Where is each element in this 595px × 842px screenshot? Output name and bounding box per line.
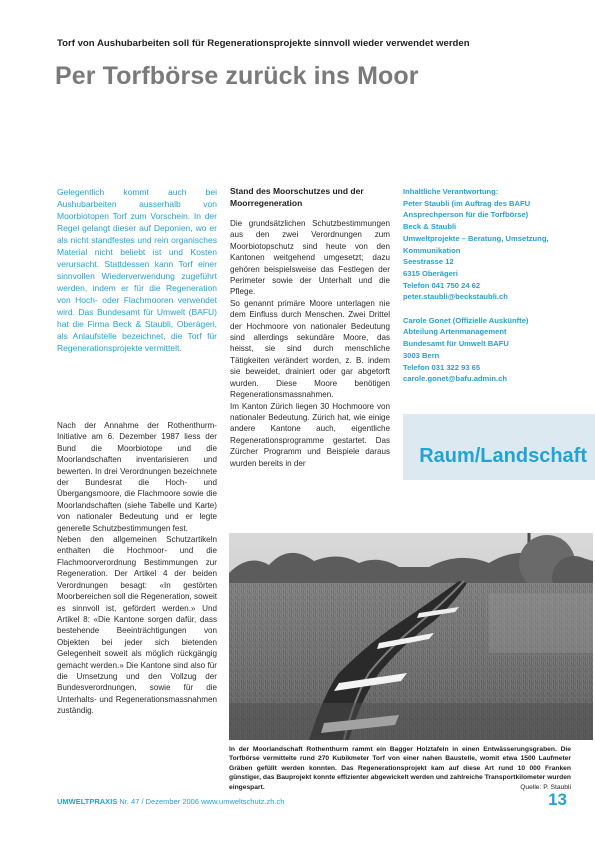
contact-line: Telefon 031 322 93 65	[403, 362, 481, 372]
body-paragraph: Im Kanton Zürich liegen 30 Hochmoore von nationaler Bedeutung. Zürich hat, wie einige andere Kantone auch, eigentliche Regenerationsprogramme gestartet. Das Zürcher Programm und Beispiele daraus wurden bereits in der	[230, 401, 390, 468]
photo-caption	[229, 745, 571, 792]
page-number: 13	[548, 790, 567, 809]
contact-line: 6315 Oberägeri	[403, 268, 458, 278]
contact-email-link[interactable]: peter.staubli@beckstaubli.ch	[403, 292, 508, 302]
contact-line: Peter Staubli (im Auftrag des BAFU	[403, 198, 531, 208]
body-column-2	[230, 186, 390, 469]
section-banner-label: Raum/Landschaft	[419, 445, 587, 467]
footer-brand: UMWELTPRAXIS	[57, 797, 118, 806]
contact-line: Beck & Staubli	[403, 222, 457, 232]
lead-paragraph: Gelegentlich kommt auch bei Aushubarbeiten ausserhalb von Moorbiotopen Torf zum Vorschein. In der Regel gelangt dieser auf Deponien, wo er als nicht standfestes und rein organisches Material nicht beliebt ist und Kosten verursacht. Stattdessen kann Torf einer sinnvollen Wiederverwendung zugeführt werden, indem er für die Regeneration von Hoch- oder Flachmooren verwendet wird. Das Bundesamt für Umwelt (BAFU) hat die Firma Beck & Staubli, Oberägeri, als Anlaufstelle bezeichnet, die Torf für Regenerationsprojekte vermittelt.	[57, 187, 217, 353]
contact-line: Carole Gonet (Offizielle Auskünfte)	[403, 315, 529, 325]
moor-photo	[229, 533, 593, 740]
contact-line: Kommunikation	[403, 245, 461, 255]
article-kicker: Torf von Aushubarbeiten soll für Regenerationsprojekte sinnvoll wieder verwendet werden	[57, 38, 470, 49]
body-paragraph: So genannt primäre Moore unterlagen nie dem Einfluss durch Menschen. Zwei Drittel der Hochmoore von nationaler Bedeutung sind allerdings sekundäre Moore, das heisst, sie sind durch menschliche Tätigkeiten verändert worden, z. B. indem sie beweidet, drainiert oder gar abgetorft wurden. Diese Moore benötigen Regenerationsmassnahmen.	[230, 298, 390, 400]
contact-email-link[interactable]: carole.gonet@bafu.admin.ch	[403, 374, 508, 384]
contact-line: Telefon 041 750 24 62	[403, 280, 481, 290]
contact-line: Umweltprojekte – Beratung, Umsetzung,	[403, 233, 549, 243]
section-banner	[403, 414, 595, 480]
body-paragraph: Neben den allgemeinen Schutzartikeln enthalten die Hochmoor- und die Flachmoorverordnung Bestimmungen zur Regeneration. Der Artikel 4 der beiden Verordnungen besagt: «In gestörten Moorbereichen soll die Regeneration, soweit es sinnvoll ist, gefördert werden.» Und Artikel 8: «Die Kantone sorgen dafür, dass bestehende Beeinträchtigungen von Objekten bei jeder sich bietenden Gelegenheit soweit als möglich rückgängig gemacht werden.» Die Kantone sind also für die Umsetzung und den Vollzug der Bundesverordnungen, sowie für die Unterhalts- und Regenerationsmassnahmen zuständig.	[57, 535, 217, 716]
contact-line: Inhaltliche Verantwortung:	[403, 187, 499, 196]
page-footer	[57, 797, 284, 806]
contact-line: Bundesamt für Umwelt BAFU	[403, 339, 509, 349]
body-paragraph: Die grundsätzlichen Schutzbestimmungen aus den zwei Verordnungen zum Moorbiotopschutz sind heute von den Kantonen weitgehend umgesetzt; dazu gehören beispielsweise das Festlegen der Perimeter sowie der Unterhalt und die Pflege.	[230, 219, 390, 297]
caption-text: In der Moorlandschaft Rothenthurm rammt ein Bagger Holztafeln in einen Entwässerungsgraben. Die Torfbörse vermittelte rund 270 Kubikmeter Torf von einer nahen Baustelle, womit etwa 1500 Laufmeter Gräben gefüllt werden konnten. Das Regenerationsprojekt kam auf diese Art rund 10 000 Franken günstiger, das Bauprojekt konnte effizienter abgewickelt werden und zahlreiche Transportkilometer wurden eingespart.	[229, 746, 571, 791]
contact-line: Ansprechperson für die Torfbörse)	[403, 210, 529, 220]
contact-line: 3003 Bern	[403, 350, 440, 360]
contact-line: Abteilung Artenmanagement	[403, 327, 507, 337]
photo-source: Quelle: P. Staubli	[520, 783, 571, 791]
contact-box	[403, 186, 568, 385]
footer-issue: Nr. 47 / Dezember 2006	[119, 797, 200, 806]
section-heading: Stand des Moorschutzes und der Moorregeneration	[230, 186, 364, 208]
article-title: Per Torfbörse zurück ins Moor	[55, 62, 419, 90]
body-paragraph: Nach der Annahme der Rothenthurm-Initiative am 6. Dezember 1987 liess der Bund die Moorbiotope und die Moorlandschaften inventarisieren und bewerten. In drei Verordnungen bezeichnete der Bundesrat die Hoch- und Übergangsmoore, die Flachmoore sowie die Moorlandschaften (siehe Tabelle und Karte) von nationaler Bedeutung und er legte generelle Schutzbestimmungen fest.	[57, 421, 217, 533]
body-column-1	[57, 420, 217, 717]
contact-line: Seestrasse 12	[403, 257, 454, 267]
footer-url[interactable]: www.umweltschutz.zh.ch	[201, 797, 285, 806]
